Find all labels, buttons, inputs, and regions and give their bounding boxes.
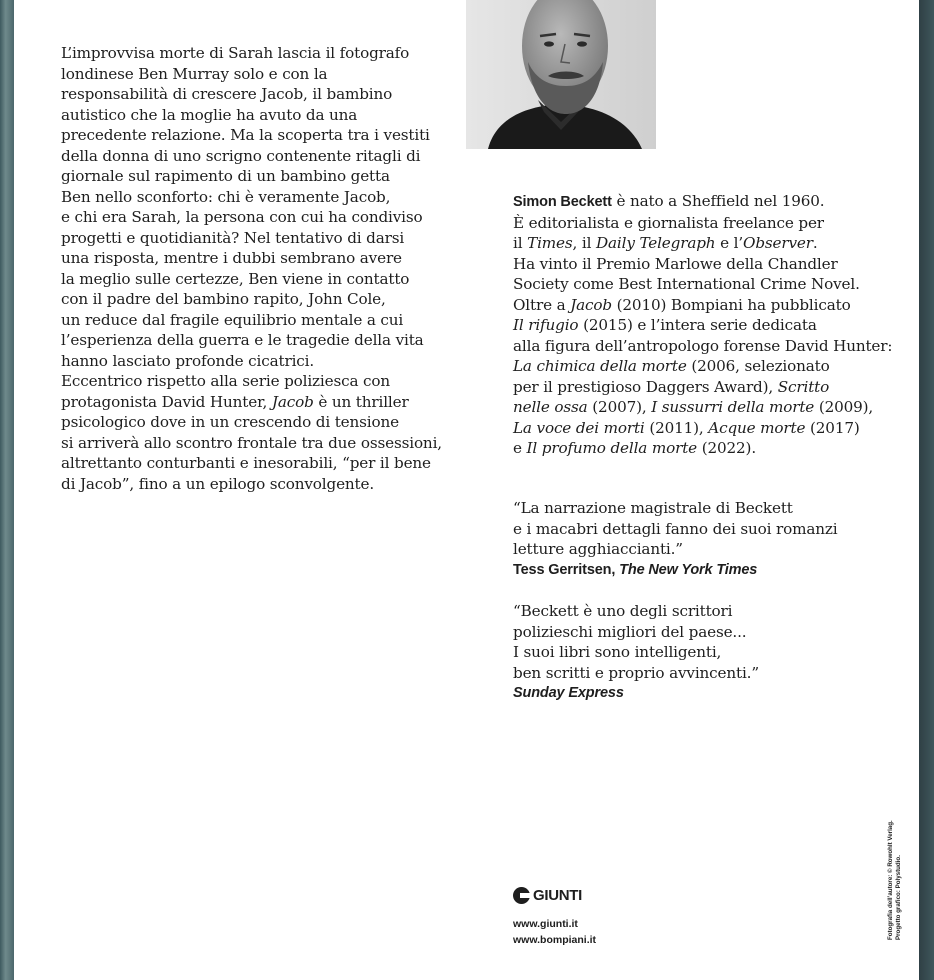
quote-line: I suoi libri sono intelligenti, xyxy=(513,643,722,661)
design-credit: Progetto grafico: Polystudio. xyxy=(895,855,902,940)
bio-fragment: il xyxy=(513,234,523,252)
quote-line: ben scritti e proprio avvincenti.” xyxy=(513,663,759,682)
quote-line: e i macabri dettagli fanno dei suoi romanzi xyxy=(513,519,838,538)
synopsis-line: progetti e quotidianità? Nel tentativo di darsi xyxy=(61,228,405,247)
synopsis-line: precedente relazione. Ma la scoperta tra i vestiti xyxy=(61,126,430,144)
synopsis-fragment: è un thriller xyxy=(318,392,409,411)
quote-attribution xyxy=(513,560,903,581)
bio-line xyxy=(513,418,903,439)
bio-line xyxy=(513,397,903,418)
book-title: I sussurri della morte xyxy=(651,398,815,416)
synopsis-line: Ben nello sconforto: chi è veramente Jacob, xyxy=(61,187,391,206)
bio-line xyxy=(513,438,903,459)
author-biography xyxy=(513,191,903,459)
bio-fragment: (2006, selezionato xyxy=(691,357,830,375)
image-credits xyxy=(887,820,903,940)
bio-line xyxy=(513,191,903,213)
book-title-jacob: Jacob xyxy=(271,392,314,411)
synopsis-fragment: protagonista David Hunter, xyxy=(61,392,268,411)
quote-source: The New York Times xyxy=(619,561,758,578)
giunti-url[interactable]: www.giunti.it xyxy=(513,918,578,930)
synopsis-line: e chi era Sarah, la persona con cui ha condiviso xyxy=(61,208,423,226)
bio-fragment: e l’ xyxy=(720,234,744,252)
book-title: Jacob xyxy=(570,295,612,314)
bio-fragment: (2015) e l’intera serie dedicata xyxy=(583,316,817,334)
bio-line: È editorialista e giornalista freelance per xyxy=(513,213,824,232)
bio-line xyxy=(513,315,903,336)
newspaper-title: Times xyxy=(527,234,573,252)
quote-author: Tess Gerritsen, xyxy=(513,561,616,578)
bio-fragment: (2022). xyxy=(701,439,756,457)
bompiani-url[interactable]: www.bompiani.it xyxy=(513,934,597,946)
synopsis-line: londinese Ben Murray solo e con la xyxy=(61,64,328,83)
synopsis-line: l’esperienza della guerra e le tragedie della vita xyxy=(61,331,424,349)
book-title: Il profumo della morte xyxy=(526,439,698,457)
synopsis-line: autistico che la moglie ha avuto da una xyxy=(61,105,358,124)
synopsis-line: altrettanto conturbanti e inesorabili, “per il bene xyxy=(61,454,431,472)
synopsis-line: hanno lasciato profonde cicatrici. xyxy=(61,351,315,370)
bio-fragment: e xyxy=(513,439,522,457)
synopsis-line: L’improvvisa morte di Sarah lascia il fotografo xyxy=(61,44,410,62)
synopsis-line: della donna di uno scrigno contenente ritagli di xyxy=(61,146,421,165)
synopsis-line: si arriverà allo scontro frontale tra due ossessioni, xyxy=(61,433,442,452)
back-cover-page xyxy=(14,0,919,980)
bio-fragment: (2017) xyxy=(810,418,860,437)
quote-attribution xyxy=(513,683,903,704)
giunti-logo-text: GIUNTI xyxy=(533,886,583,904)
synopsis-line: psicologico dove in un crescendo di tensione xyxy=(61,413,399,431)
book-title: Scritto xyxy=(777,377,830,396)
author-photo xyxy=(466,0,656,149)
book-title: La voce dei morti xyxy=(513,418,645,437)
author-name: Simon Beckett xyxy=(513,194,612,210)
newspaper-title: Daily Telegraph xyxy=(596,234,716,252)
newspaper-title: Observer xyxy=(743,234,813,252)
bio-fragment: (2007), xyxy=(592,398,647,416)
bio-fragment: (2009), xyxy=(818,398,874,416)
synopsis-line xyxy=(61,392,441,413)
quote-line: “Beckett è uno degli scrittori xyxy=(513,602,733,620)
bio-fragment: (2010) Bompiani ha pubblicato xyxy=(616,295,851,314)
bio-line: Ha vinto il Premio Marlowe della Chandler xyxy=(513,254,838,273)
book-title: Acque morte xyxy=(708,418,806,437)
bio-fragment: (2011), xyxy=(649,418,704,437)
bio-fragment: è nato a Sheffield nel 1960. xyxy=(616,192,825,210)
synopsis-line: giornale sul rapimento di un bambino getta xyxy=(61,167,390,185)
bio-line xyxy=(513,295,903,316)
book-title: Il rifugio xyxy=(513,316,579,334)
synopsis-line: Eccentrico rispetto alla serie poliziesca con xyxy=(61,372,391,390)
quote-line: letture agghiaccianti.” xyxy=(513,540,683,558)
synopsis-line: di Jacob”, fino a un epilogo sconvolgente. xyxy=(61,474,375,493)
giunti-logo xyxy=(513,885,582,905)
review-quote-sunday-express xyxy=(513,601,903,704)
cover-left-edge xyxy=(0,0,14,980)
author-portrait-illustration xyxy=(466,0,656,149)
giunti-logo-icon xyxy=(513,887,530,904)
bio-line xyxy=(513,356,903,377)
synopsis-line: la meglio sulle certezze, Ben viene in contatto xyxy=(61,269,410,288)
book-title: La chimica della morte xyxy=(513,357,687,375)
synopsis-line: con il padre del bambino rapito, John Cole, xyxy=(61,290,386,308)
bio-fragment: per il prestigioso Daggers Award), xyxy=(513,377,774,396)
bio-line xyxy=(513,233,903,254)
bio-fragment: . xyxy=(812,234,818,252)
book-title: nelle ossa xyxy=(513,398,588,416)
synopsis-text xyxy=(61,43,441,494)
synopsis-line: un reduce dal fragile equilibrio mentale a cui xyxy=(61,310,404,329)
bio-line: Society come Best International Crime Novel. xyxy=(513,275,860,293)
photo-credit: Fotografia dell’autore: © Rowohlt Verlag. xyxy=(887,820,894,940)
cover-right-edge xyxy=(919,0,934,980)
bio-fragment: Oltre a xyxy=(513,295,566,314)
bio-line xyxy=(513,377,903,398)
quote-source: Sunday Express xyxy=(513,685,624,701)
synopsis-line: una risposta, mentre i dubbi sembrano avere xyxy=(61,249,402,267)
quote-line: polizieschi migliori del paese... xyxy=(513,622,747,641)
synopsis-line: responsabilità di crescere Jacob, il bambino xyxy=(61,85,393,103)
publisher-urls xyxy=(513,916,596,948)
bio-fragment: , il xyxy=(572,234,592,252)
quote-line: “La narrazione magistrale di Beckett xyxy=(513,499,793,517)
review-quote-gerritsen xyxy=(513,498,903,580)
bio-line: alla figura dell’antropologo forense David Hunter: xyxy=(513,336,893,355)
